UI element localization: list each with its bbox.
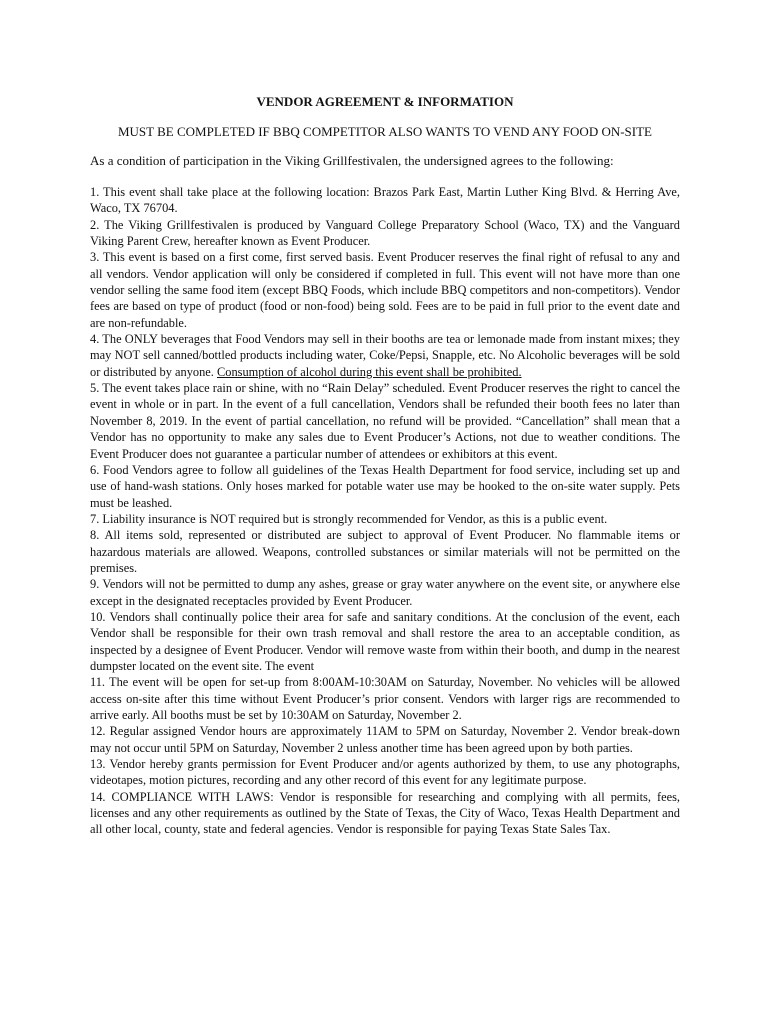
term-item-9 — [90, 576, 680, 609]
underlined-alcohol-notice: Consumption of alcohol during this event shall be prohibited. — [216, 364, 522, 379]
term-item-7 — [90, 511, 680, 527]
intro-paragraph: As a condition of participation in the Viking Grillfestivalen, the undersigned agrees to the following: — [90, 153, 614, 168]
term-item-1 — [90, 184, 680, 217]
term-item-6 — [90, 462, 680, 511]
term-text: 7. Liability insurance is NOT required but is strongly recommended for Vendor, as this is a public event. — [90, 511, 608, 526]
document-subtitle: MUST BE COMPLETED IF BBQ COMPETITOR ALSO WANTS TO VEND ANY FOOD ON-SITE — [117, 124, 652, 139]
term-text: 5. The event takes place rain or shine, with no “Rain Delay” scheduled. Event Producer reserves the right to cancel the event in whole or in part. In the event of a full cancellation, Vendors shall be refunded their booth fees no later than November 8, 2019. In the event of partial cancellation, no refund will be provided. “Cancellation” shall mean that a Vendor has no opportunity to make any sales due to Event Producer’s Actions, not due to weather conditions. The Event Producer does not guarantee a particular number of attendees or exhibitors at this event. — [90, 381, 680, 461]
term-item-12 — [90, 723, 680, 756]
term-text: 12. Regular assigned Vendor hours are approximately 11AM to 5PM on Saturday, November 2. Vendor break-down may not occur until 5PM on Saturday, November 2 unless another time has been agreed upon by both parties. — [90, 724, 680, 755]
term-text: 11. The event will be open for set-up from 8:00AM-10:30AM on Saturday, November. No vehicles will be allowed access on-site after this time without Event Producer’s prior consent. Vendors with larger rigs are recommended to arrive early. All booths must be set by 10:30AM on Saturday, November 2. — [90, 675, 680, 722]
term-text: 10. Vendors shall continually police their area for safe and sanitary conditions. At the conclusion of the event, each Vendor shall be responsible for their own trash removal and shall restore the area to an acceptable condition, as inspected by a designee of Event Producer. Vendor will remove waste from within their booth, and dump in the nearest dumpster located on the event site. The event — [90, 609, 680, 673]
term-item-2 — [90, 217, 680, 250]
term-item-8 — [90, 527, 680, 576]
term-item-13 — [90, 756, 680, 789]
term-text: 6. Food Vendors agree to follow all guidelines of the Texas Health Department for food service, including set up and use of hand-wash stations. Only hoses marked for potable water use may be hooked to the on-site water supply. Pets must be leashed. — [90, 462, 680, 510]
term-item-4 — [90, 331, 680, 380]
term-item-10 — [90, 609, 680, 674]
term-text: 14. COMPLIANCE WITH LAWS: Vendor is responsible for researching and complying with all permits, fees, licenses and any other requirements as outlined by the State of Texas, the City of Waco, Texas Health Department and all other local, county, state and federal agencies. Vendor is responsible for paying Texas State Sales Tax. — [90, 789, 680, 837]
term-text: 3. This event is based on a first come, first served basis. Event Producer reserves the final right of refusal to any and all vendors. Vendor application will only be considered if completed in full. This event will not have more than one vendor selling the same food item (except BBQ Foods, which include BBQ competitors and non-competitors). Vendor fees are based on type of product (food or non-food) being sold. Fees are to be paid in full prior to the event date and are non-refundable. — [90, 250, 680, 330]
term-item-11 — [90, 674, 680, 723]
term-text: 4. The ONLY beverages that Food Vendors may sell in their booths are tea or lemonade made from instant mixes; they may NOT sell canned/bottled products including water, Coke/Pepsi, Snapple, etc. No Alcoholic beverages will be sold or distributed by anyone. — [90, 332, 680, 379]
term-item-14 — [90, 789, 680, 838]
term-item-3 — [90, 249, 680, 331]
term-text: 9. Vendors will not be permitted to dump any ashes, grease or gray water anywhere on the event site, or anywhere else except in the designated receptacles provided by Event Producer. — [90, 577, 680, 608]
terms-list — [90, 184, 680, 838]
term-text: 13. Vendor hereby grants permission for Event Producer and/or agents authorized by them, to use any photographs, videotapes, motion pictures, recording and any other record of this event for any legitimate purpose. — [90, 757, 680, 788]
term-text: 8. All items sold, represented or distributed are subject to approval of Event Producer. No flammable items or hazardous materials are allowed. Weapons, controlled substances or similar materials will not be permitted on the premises. — [90, 528, 680, 575]
term-text: 2. The Viking Grillfestivalen is produced by Vanguard College Preparatory School (Waco, TX) and the Vanguard Viking Parent Crew, hereafter known as Event Producer. — [90, 217, 680, 249]
document-title: VENDOR AGREEMENT & INFORMATION — [256, 94, 514, 109]
term-text: 1. This event shall take place at the following location: Brazos Park East, Martin Luther King Blvd. & Herring Ave, Waco, TX 76704. — [90, 185, 680, 216]
term-item-5 — [90, 380, 680, 462]
